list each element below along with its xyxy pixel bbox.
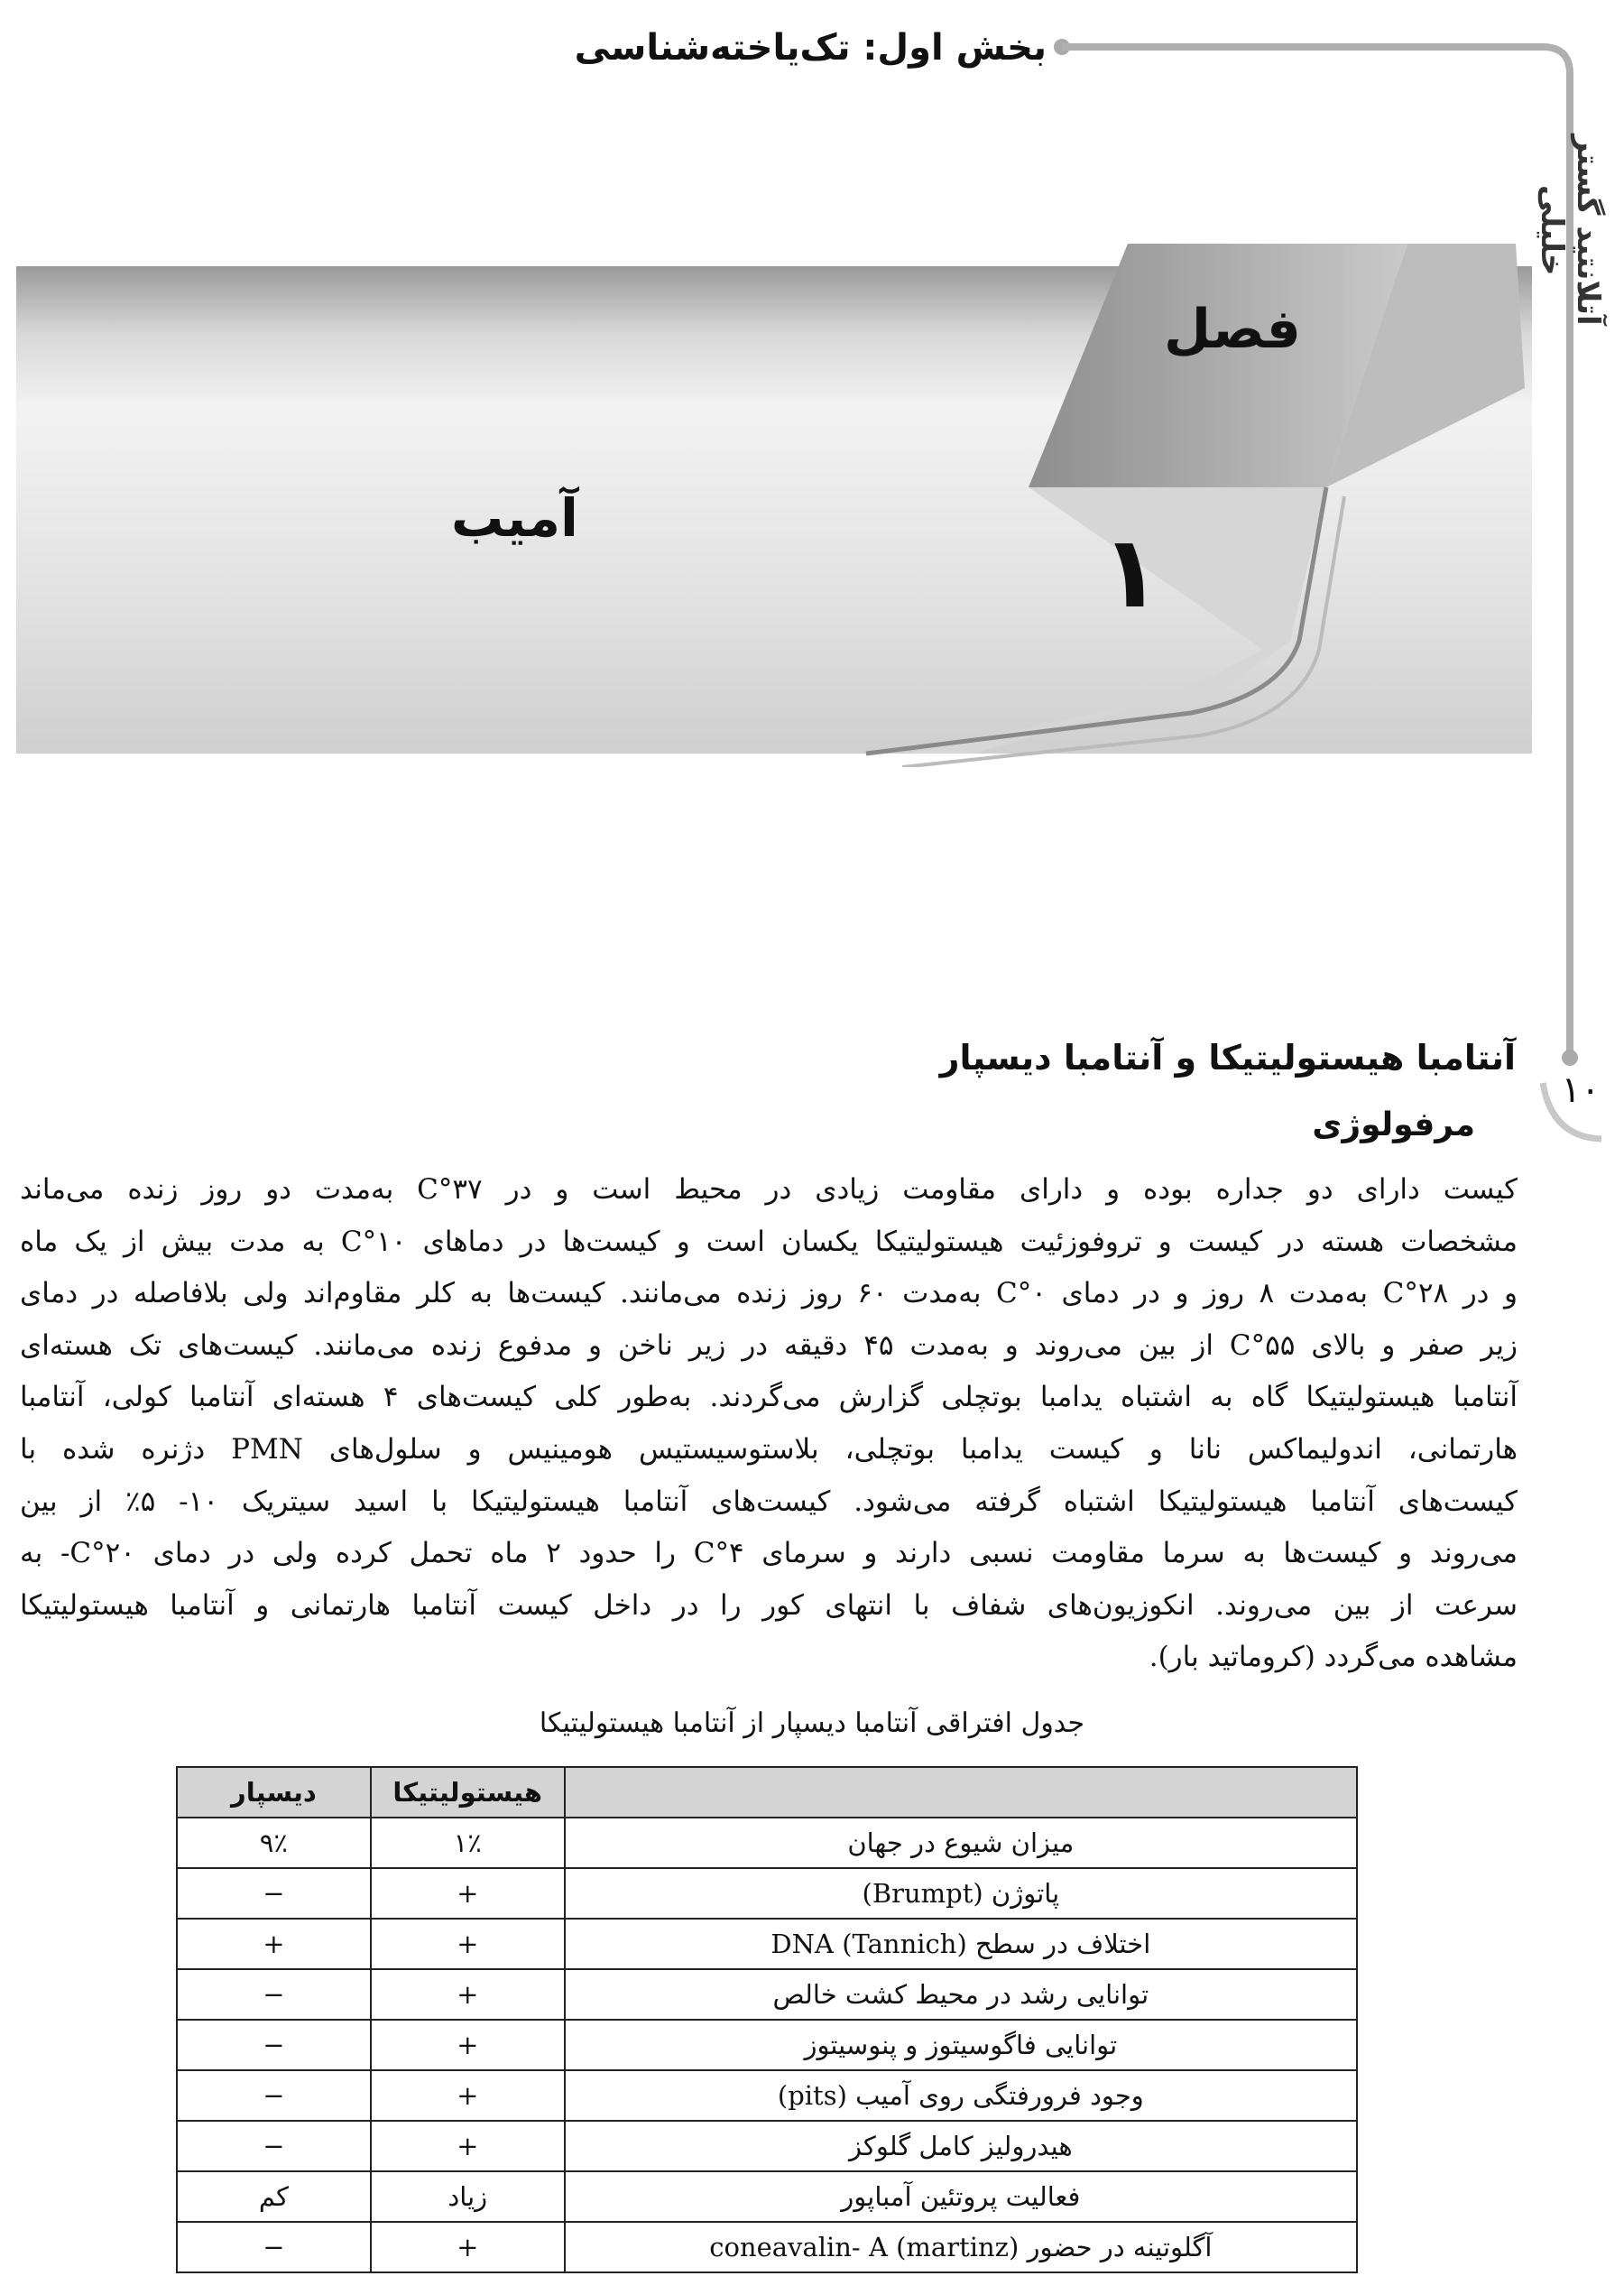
subsection-heading: مرفولوژی bbox=[1312, 1106, 1475, 1143]
dispar-cell: − bbox=[177, 1868, 371, 1919]
body-line: هارتمانی، اندولیماکس نانا و کیست یدامبا بوتچلی، بلاستوسیستیس هومینیس و سلول‌های PMN دژنره شده با bbox=[20, 1432, 1518, 1466]
feature-cell: اختلاف در سطح DNA (Tannich) bbox=[565, 1919, 1357, 1969]
table-row bbox=[177, 1818, 1357, 1868]
comparison-table bbox=[176, 1766, 1358, 2273]
histolytica-cell: + bbox=[371, 1868, 565, 1919]
chapter-word: فصل bbox=[1164, 298, 1301, 361]
histolytica-cell: + bbox=[371, 2121, 565, 2171]
dispar-cell: − bbox=[177, 2222, 371, 2272]
chapter-number: ۱ bbox=[1101, 514, 1162, 630]
table-row bbox=[177, 2070, 1357, 2121]
histolytica-cell: + bbox=[371, 2020, 565, 2070]
table-row bbox=[177, 1969, 1357, 2020]
histolytica-cell: زیاد bbox=[371, 2171, 565, 2222]
dispar-cell: ۹٪ bbox=[177, 1818, 371, 1868]
body-line: مشاهده می‌گردد (کروماتید بار). bbox=[1149, 1641, 1518, 1674]
histolytica-cell: + bbox=[371, 1969, 565, 2020]
feature-cell: وجود فرورفتگی روی آمیب (pits) bbox=[565, 2070, 1357, 2121]
dispar-cell: − bbox=[177, 1969, 371, 2020]
histolytica-cell: + bbox=[371, 2070, 565, 2121]
body-line: مشخصات هسته در کیست و تروفوزئیت هیستولیتیکا یکسان است و کیست‌ها در دماهای ۱۰°C به مدت بیش از یک ماه bbox=[20, 1225, 1518, 1258]
chapter-banner bbox=[0, 226, 1624, 767]
page-number: ۱۰ bbox=[1561, 1069, 1601, 1111]
body-line: کیست دارای دو جداره بوده و دارای مقاومت زیادی در محیط است و در ۳۷°C به‌مدت دو روز زنده می‌ماند bbox=[20, 1173, 1518, 1206]
histolytica-cell: + bbox=[371, 1919, 565, 1969]
body-line: آنتامبا هیستولیتیکا گاه به اشتباه یدامبا بوتچلی گزارش می‌گردند. به‌طور کلی کیست‌های ۴ هسته‌ای آنتامبا کولی، آنتامبا bbox=[20, 1381, 1518, 1414]
feature-cell: توانایی فاگوسیتوز و پنوسیتوز bbox=[565, 2020, 1357, 2070]
feature-cell: هیدرولیز کامل گلوکز bbox=[565, 2121, 1357, 2171]
feature-cell: پاتوژن (Brumpt) bbox=[565, 1868, 1357, 1919]
header-feature bbox=[565, 1767, 1357, 1818]
feature-cell: آگلوتینه در حضور coneavalin- A (martinz) bbox=[565, 2222, 1357, 2272]
table-header-row bbox=[177, 1767, 1357, 1818]
dispar-cell: − bbox=[177, 2070, 371, 2121]
part-title: بخش اول: تک‌یاخته‌شناسی bbox=[574, 27, 1047, 69]
feature-cell: توانایی رشد در محیط کشت خالص bbox=[565, 1969, 1357, 2020]
side-brand-label: آتلانتید گستر خلیلی bbox=[1534, 134, 1606, 326]
body-line: سرعت از بین می‌روند. انکوزیون‌های شفاف با انتهای کور را در داخل کیست آنتامبا هارتمانی و آنتامبا هیستولیتیکا bbox=[20, 1588, 1518, 1622]
table-row bbox=[177, 2222, 1357, 2272]
chapter-title: آمیب bbox=[451, 487, 578, 549]
table-row bbox=[177, 2171, 1357, 2222]
body-line: می‌روند و کیست‌ها به سرما مقاومت نسبی دارند و سرمای ۴°C را حدود ۲ ماه تحمل کرده ولی در دمای ۲۰°C- به bbox=[20, 1537, 1518, 1570]
table-row bbox=[177, 2020, 1357, 2070]
feature-cell: میزان شیوع در جهان bbox=[565, 1818, 1357, 1868]
body-line: زیر صفر و بالای ۵۵°C از بین می‌روند و به‌مدت ۴۵ دقیقه در زیر ناخن و مدفوع زنده می‌مانند. کیست‌های تک هسته‌ای bbox=[20, 1328, 1518, 1362]
body-line: کیست‌های آنتامبا هیستولیتیکا اشتباه گرفته می‌شود. کیست‌های آنتامبا هیستولیتیکا با اسید سیتریک ۱۰- ۵٪ از بین bbox=[20, 1485, 1518, 1518]
feature-cell: فعالیت پروتئین آمباپور bbox=[565, 2171, 1357, 2222]
table-row bbox=[177, 2121, 1357, 2171]
dispar-cell: کم bbox=[177, 2171, 371, 2222]
header-histolytica: هیستولیتیکا bbox=[371, 1767, 565, 1818]
histolytica-cell: ۱٪ bbox=[371, 1818, 565, 1868]
table-caption: جدول افتراقی آنتامبا دیسپار از آنتامبا هیستولیتیکا bbox=[539, 1707, 1085, 1739]
dispar-cell: − bbox=[177, 2121, 371, 2171]
table-row bbox=[177, 1919, 1357, 1969]
body-line: و در ۲۸°C به‌مدت ۸ روز و در دمای ۰°C به‌مدت ۶۰ روز زنده می‌مانند. کیست‌ها به کلر مقاوم‌اند ولی بلافاصله در دمای bbox=[20, 1277, 1518, 1310]
dispar-cell: − bbox=[177, 2020, 371, 2070]
header-dispar: دیسپار bbox=[177, 1767, 371, 1818]
section-heading: آنتامبا هیستولیتیکا و آنتامبا دیسپار bbox=[939, 1038, 1516, 1078]
body-paragraph bbox=[20, 1164, 1518, 1684]
histolytica-cell: + bbox=[371, 2222, 565, 2272]
dispar-cell: + bbox=[177, 1919, 371, 1969]
table-row bbox=[177, 1868, 1357, 1919]
